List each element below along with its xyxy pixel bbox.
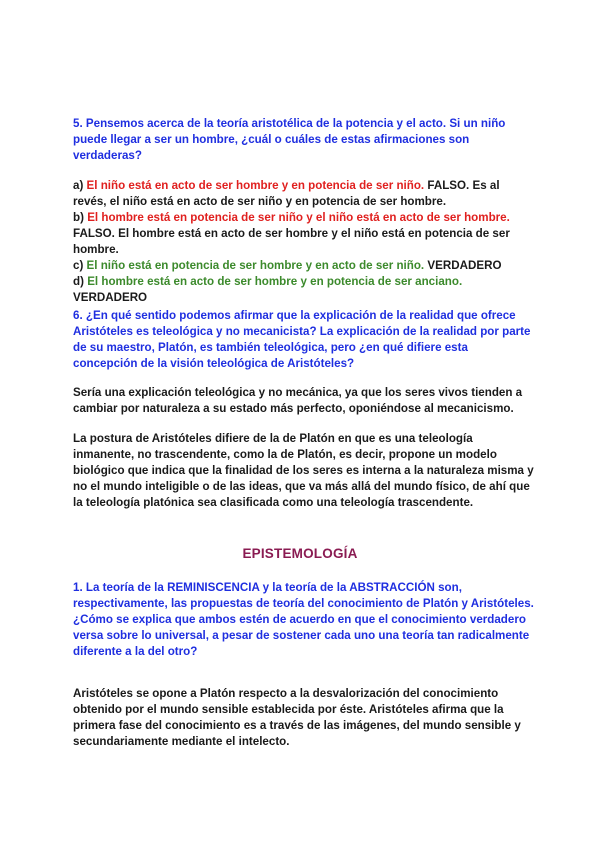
question-5: 5. Pensemos acerca de la teoría aristotélica de la potencia y el acto. Si un niño puede llegar a ser un hombre, ¿cuál o cuáles de estas afirmaciones son verdaderas? bbox=[73, 117, 506, 162]
answer-6-paragraph-1: Sería una explicación teleológica y no mecánica, ya que los seres vivos tienden a cambiar por naturaleza a su estado más perfecto, oponiéndose al mecanicismo. bbox=[73, 386, 523, 415]
q5-answers bbox=[73, 178, 535, 306]
answer-6-paragraph-2: La postura de Aristóteles difiere de la de Platón en que es una teleología inmanente, no trascendente, como la de Platón, es decir, propone un modelo biológico que indica que la finalidad de los seres es interna a la naturaleza misma y no el mundo inteligible o de las ideas, que va más allá del mundo físico, de ahí que la teleología platónica sea clasificada como una teleología trascendente. bbox=[73, 432, 534, 509]
answer-d: d) El hombre está en acto de ser hombre y en potencia de ser anciano. VERDADERO bbox=[73, 275, 463, 304]
answer-a: a) El niño está en acto de ser hombre y en potencia de ser niño. FALSO. Es al revés, el niño está en acto de ser niño y en potencia de ser hombre. bbox=[73, 179, 500, 208]
question-6: 6. ¿En qué sentido podemos afirmar que la explicación de la realidad que ofrece Aristóteles es teleológica y no mecanicista? La explicación de la realidad por parte de su maestro, Platón, es también teleológica, pero ¿en qué difiere esta concepción de la visión teleológica de Aristóteles? bbox=[73, 309, 531, 370]
answer-c: c) El niño está en potencia de ser hombre y en acto de ser niño. VERDADERO bbox=[73, 259, 502, 272]
epistemology-answer-1: Aristóteles se opone a Platón respecto a la desvalorización del conocimiento obtenido por el mundo sensible establecida por éste. Aristóteles afirma que la primera fase del conocimiento es a través de las imágenes, del mundo sensible y secundariamente mediante el intelecto. bbox=[73, 687, 521, 748]
epistemology-question-1: 1. La teoría de la REMINISCENCIA y la teoría de la ABSTRACCIÓN son, respectivamente, las propuestas de teoría del conocimiento de Platón y Aristóteles. ¿Cómo se explica que ambos estén de acuerdo en que el conocimiento verdadero versa sobre lo universal, a pesar de sostener cada uno una teoría tan radicalmente diferente a la del otro? bbox=[73, 581, 534, 658]
answer-b: b) El hombre está en potencia de ser niño y el niño está en acto de ser hombre. FALSO. El hombre está en acto de ser hombre y el niño está en potencia de ser hombre. bbox=[73, 211, 510, 256]
section-heading: EPISTEMOLOGÍA bbox=[242, 546, 358, 561]
